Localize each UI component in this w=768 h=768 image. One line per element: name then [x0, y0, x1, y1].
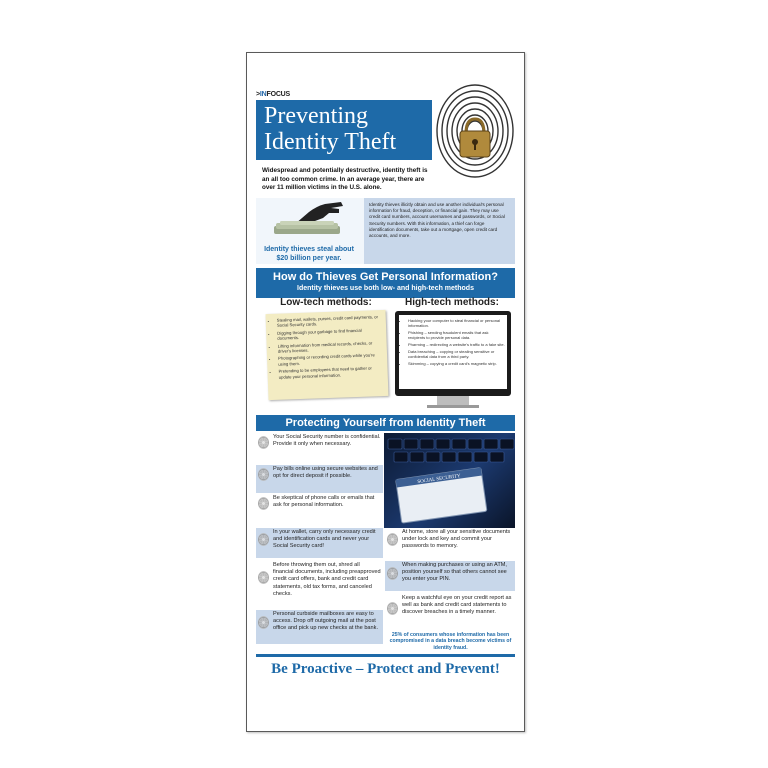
money-stack-icon	[272, 220, 342, 236]
tip-item: Personal curbside mailboxes are easy to access. Drop off outgoing mail at the post office and pick up new checks at the bank.	[256, 610, 383, 644]
card-title: SOCIAL SECURITY	[417, 474, 462, 486]
fingerprint-icon	[258, 497, 269, 510]
tip-item: At home, store all your sensitive documents under lock and key and commit your passwords to memory.	[385, 528, 515, 558]
low-tech-note	[266, 310, 389, 400]
page-title: Preventing Identity Theft	[264, 103, 397, 155]
high-tech-heading: High-tech methods:	[405, 297, 499, 308]
tagline: Be Proactive – Protect and Prevent!	[271, 661, 500, 677]
list-item: • Stealing mail, wallets, purses, credit card payments, or Social Security cards.	[277, 314, 383, 329]
how-heading: How do Thieves Get Personal Information?	[273, 271, 498, 283]
list-item: • Skimming – copying a credit card's magnetic strip.	[408, 361, 505, 366]
tip-item: Pay bills online using secure websites and opt for direct deposit if possible.	[256, 465, 383, 493]
fingerprint-icon	[387, 533, 398, 546]
how-subheading: Identity thieves use both low- and high-tech methods	[297, 285, 474, 292]
tip-item: Your Social Security number is confidential. Provide it only when necessary.	[256, 433, 383, 463]
list-item: • Digging through your garbage to find financial documents.	[277, 327, 383, 342]
tip-item: Keep a watchful eye on your credit report as well as bank and credit card statements to discover breaches in a timely manner.	[385, 594, 515, 630]
poster-card	[246, 52, 525, 732]
list-item: • Data breaching – copying or stealing sensitive or confidential data from a third party.	[408, 349, 505, 359]
protect-banner: Protecting Yourself from Identity Theft	[256, 415, 515, 431]
intro-text: Widespread and potentially destructive, identity theft is an all too common crime. In an average year, there are over 11 million victims in the U.S. alone.	[262, 167, 428, 192]
list-item: • Pharming – redirecting a website's traffic to a fake site.	[408, 342, 505, 347]
keyboard-card-photo	[384, 433, 515, 528]
fingerprint-icon	[258, 616, 269, 629]
steal-caption: Identity thieves steal about $20 billion per year.	[264, 246, 354, 262]
low-tech-heading: Low-tech methods:	[280, 297, 372, 308]
list-item: • Lifting information from medical records, checks, or driver's licenses.	[278, 340, 384, 355]
breach-stat: 25% of consumers whose information has been compromised in a data breach become victims of identity fraud.	[389, 632, 512, 651]
fingerprint-icon	[258, 468, 269, 481]
keyboard-icon	[384, 433, 515, 528]
monitor-base	[427, 405, 479, 408]
fingerprint-icon	[258, 533, 269, 546]
fingerprint-lock-icon	[432, 81, 518, 181]
list-item: • Phishing – sending fraudulent emails that ask recipients to provide personal data.	[408, 330, 505, 340]
list-item: • Photographing or recording credit cards while you're using them.	[278, 352, 384, 367]
fingerprint-icon	[387, 602, 398, 615]
monitor-screen	[399, 315, 507, 389]
steal-info-box: Identity thieves illicitly obtain and use another individual's personal information for fraud, deception, or financial gain. They may use credit card numbers, account usernames and passwords, or Social Security numbers. With this information, a thief can forge identification documents, take out a mortgage, open credit card accounts, and more.	[364, 198, 515, 264]
fingerprint-icon	[258, 571, 269, 584]
divider	[256, 654, 515, 657]
title-banner	[256, 100, 432, 160]
list-item: • Pretending to be employees that need to gather or update your personal information.	[278, 365, 384, 380]
monitor-icon	[395, 311, 511, 396]
how-banner	[256, 268, 515, 298]
tip-item: Before throwing them out, shred all financial documents, including preapproved credit card offers, bank and credit card statements, old tax forms, and canceled checks.	[256, 561, 383, 607]
tip-item: Be skeptical of phone calls or emails that ask for personal information.	[256, 494, 383, 524]
fingerprint-icon	[387, 567, 398, 580]
tip-item: When making purchases or using an ATM, position yourself so that others cannot see you enter your PIN.	[385, 561, 515, 591]
brand-logo: >INFOCUS	[256, 91, 291, 98]
list-item: • Hacking your computer to steal financial or personal information.	[408, 318, 505, 328]
fingerprint-icon	[258, 436, 269, 449]
tip-item: In your wallet, carry only necessary credit and identification cards and never your Social Security card!	[256, 528, 383, 558]
